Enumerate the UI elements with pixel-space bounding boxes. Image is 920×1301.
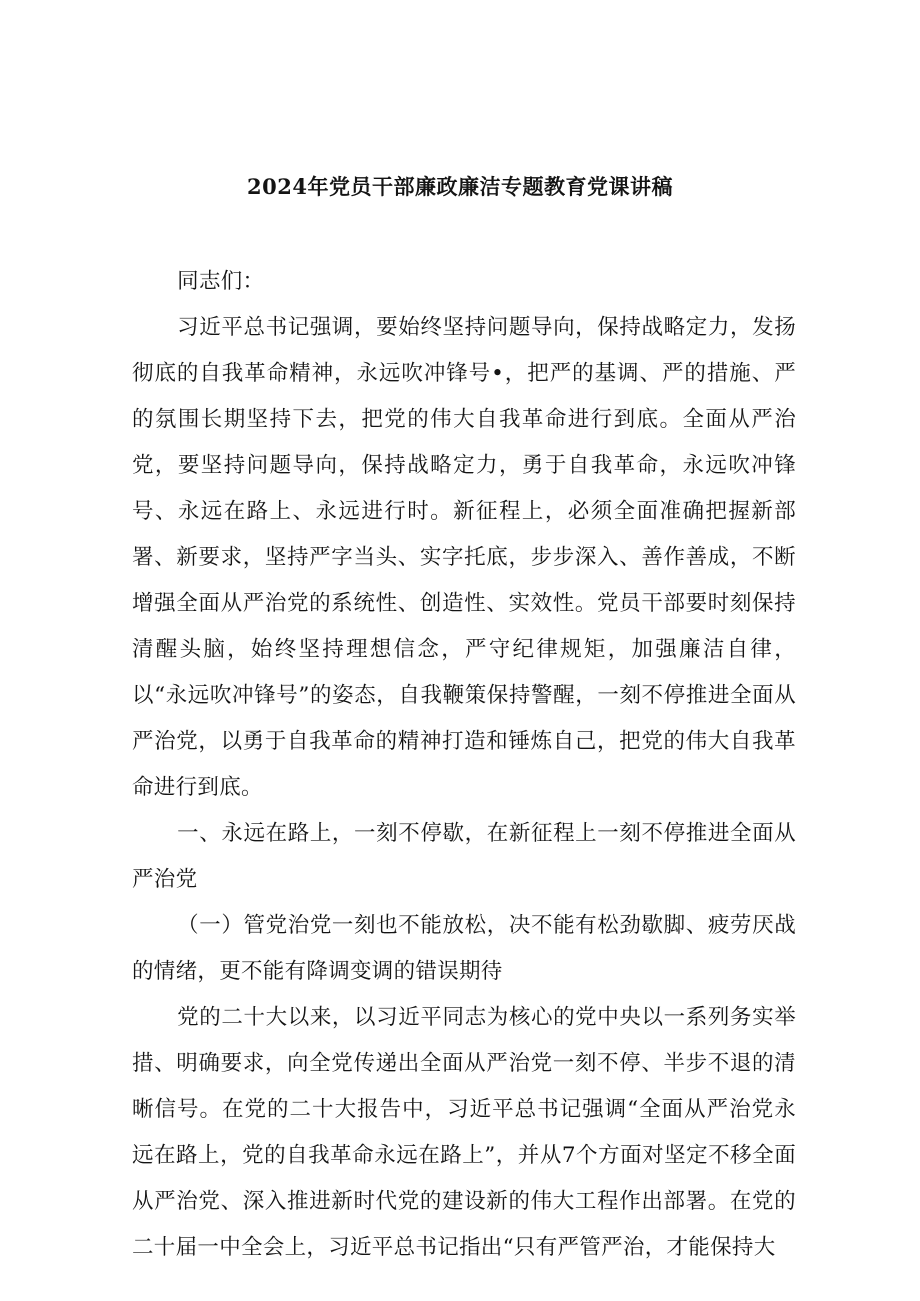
section-heading-1: 一、永远在路上，一刻不停歇，在新征程上一刻不停推进全面从严治党	[132, 821, 796, 892]
document-title: 2024年党员干部廉政廉洁专题教育党课讲稿	[247, 174, 673, 199]
paragraph-section-1: 党的二十大以来，以习近平同志为核心的党中央以一系列务实举措、明确要求，向全党传递出全面从严治党一刻不停、半步不退的清晰信号。在党的二十大报告中，习近平总书记强调“全面从严治党永远在路上，党的自我革命永远在路上”，并从7个方面对坚定不移全面从严治党、深入推进新时代党的建设新的伟大工程作出部署。在党的二十届一中全会上，习近平总书记指出“只有严管严治，才能保持大	[132, 1005, 796, 1260]
document-body	[132, 259, 796, 1271]
subsection-heading-1: （一）管党治党一刻也不能放松，决不能有松劲歇脚、疲劳厌战的情绪，更不能有降调变调的错误期待	[132, 913, 796, 984]
paragraph-intro: 习近平总书记强调，要始终坚持问题导向，保持战略定力，发扬彻底的自我革命精神，永远吹冲锋号•，把严的基调、严的措施、严的氛围长期坚持下去，把党的伟大自我革命进行到底。全面从严治党，要坚持问题导向，保持战略定力，勇于自我革命，永远吹冲锋号、永远在路上、永远进行时。新征程上，必须全面准确把握新部署、新要求，坚持严字当头、实字托底，步步深入、善作善成，不断增强全面从严治党的系统性、创造性、实效性。党员干部要时刻保持清醒头脑，始终坚持理想信念，严守纪律规矩，加强廉洁自律，以“永远吹冲锋号”的姿态，自我鞭策保持警醒，一刻不停推进全面从严治党，以勇于自我革命的精神打造和锤炼自己，把党的伟大自我革命进行到底。	[132, 315, 796, 800]
greeting: 同志们：	[177, 269, 265, 294]
